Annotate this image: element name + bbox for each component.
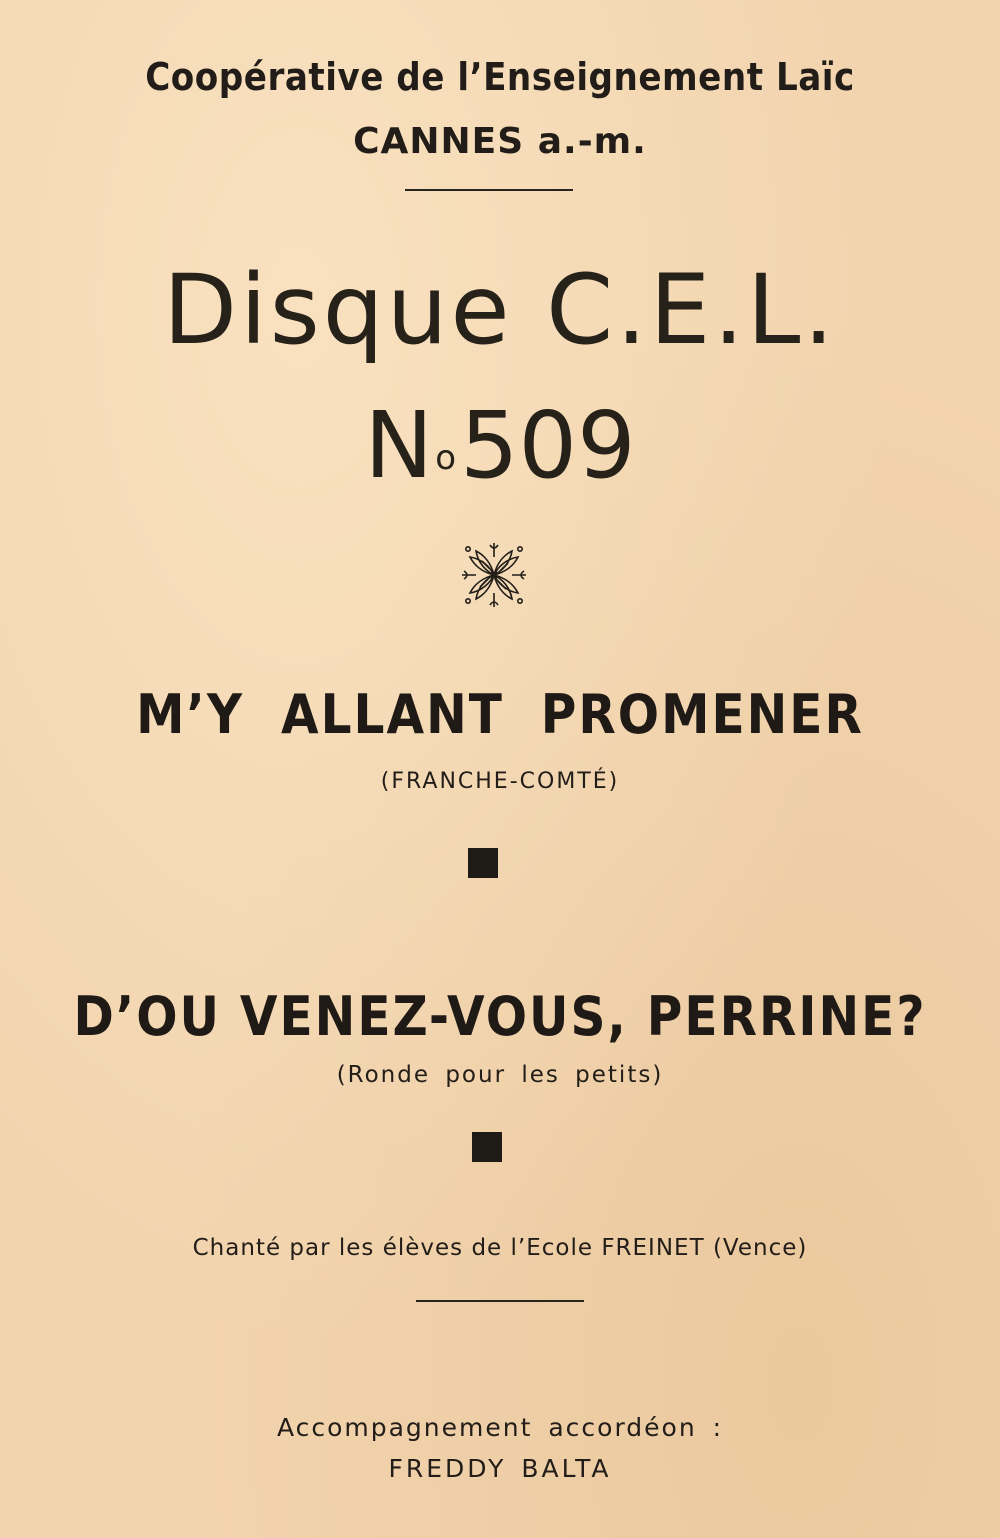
square-bullet-icon — [468, 848, 498, 878]
number-abbrev-n: N — [364, 392, 434, 499]
song-title-2: D’OU VENEZ-VOUS, PERRINE? — [73, 985, 927, 1048]
bottom-divider — [416, 1300, 584, 1302]
song-title-1: M’Y ALLANT PROMENER — [136, 683, 864, 746]
accompaniment-label: Accompagnement accordéon : — [276, 1413, 724, 1442]
song-subtitle-1: (FRANCHE-COMTÉ) — [380, 769, 620, 794]
performers-credit: Chanté par les élèves de l’Ecole FREINET (Vence) — [192, 1235, 808, 1261]
square-bullet-icon — [472, 1132, 502, 1162]
disc-number-line — [0, 392, 1000, 499]
disc-number: 509 — [460, 392, 636, 499]
publisher-name: Coopérative de l’Enseignement Laïc — [145, 55, 855, 99]
song-subtitle-2: (Ronde pour les petits) — [336, 1062, 664, 1088]
top-divider — [405, 189, 573, 191]
accompanist-name: FREDDY BALTA — [388, 1454, 612, 1483]
floral-ornament-icon — [460, 541, 528, 609]
publisher-city: CANNES a.-m. — [353, 121, 647, 162]
disc-title: Disque C.E.L. — [163, 254, 837, 366]
number-abbrev-o: o — [435, 438, 457, 478]
